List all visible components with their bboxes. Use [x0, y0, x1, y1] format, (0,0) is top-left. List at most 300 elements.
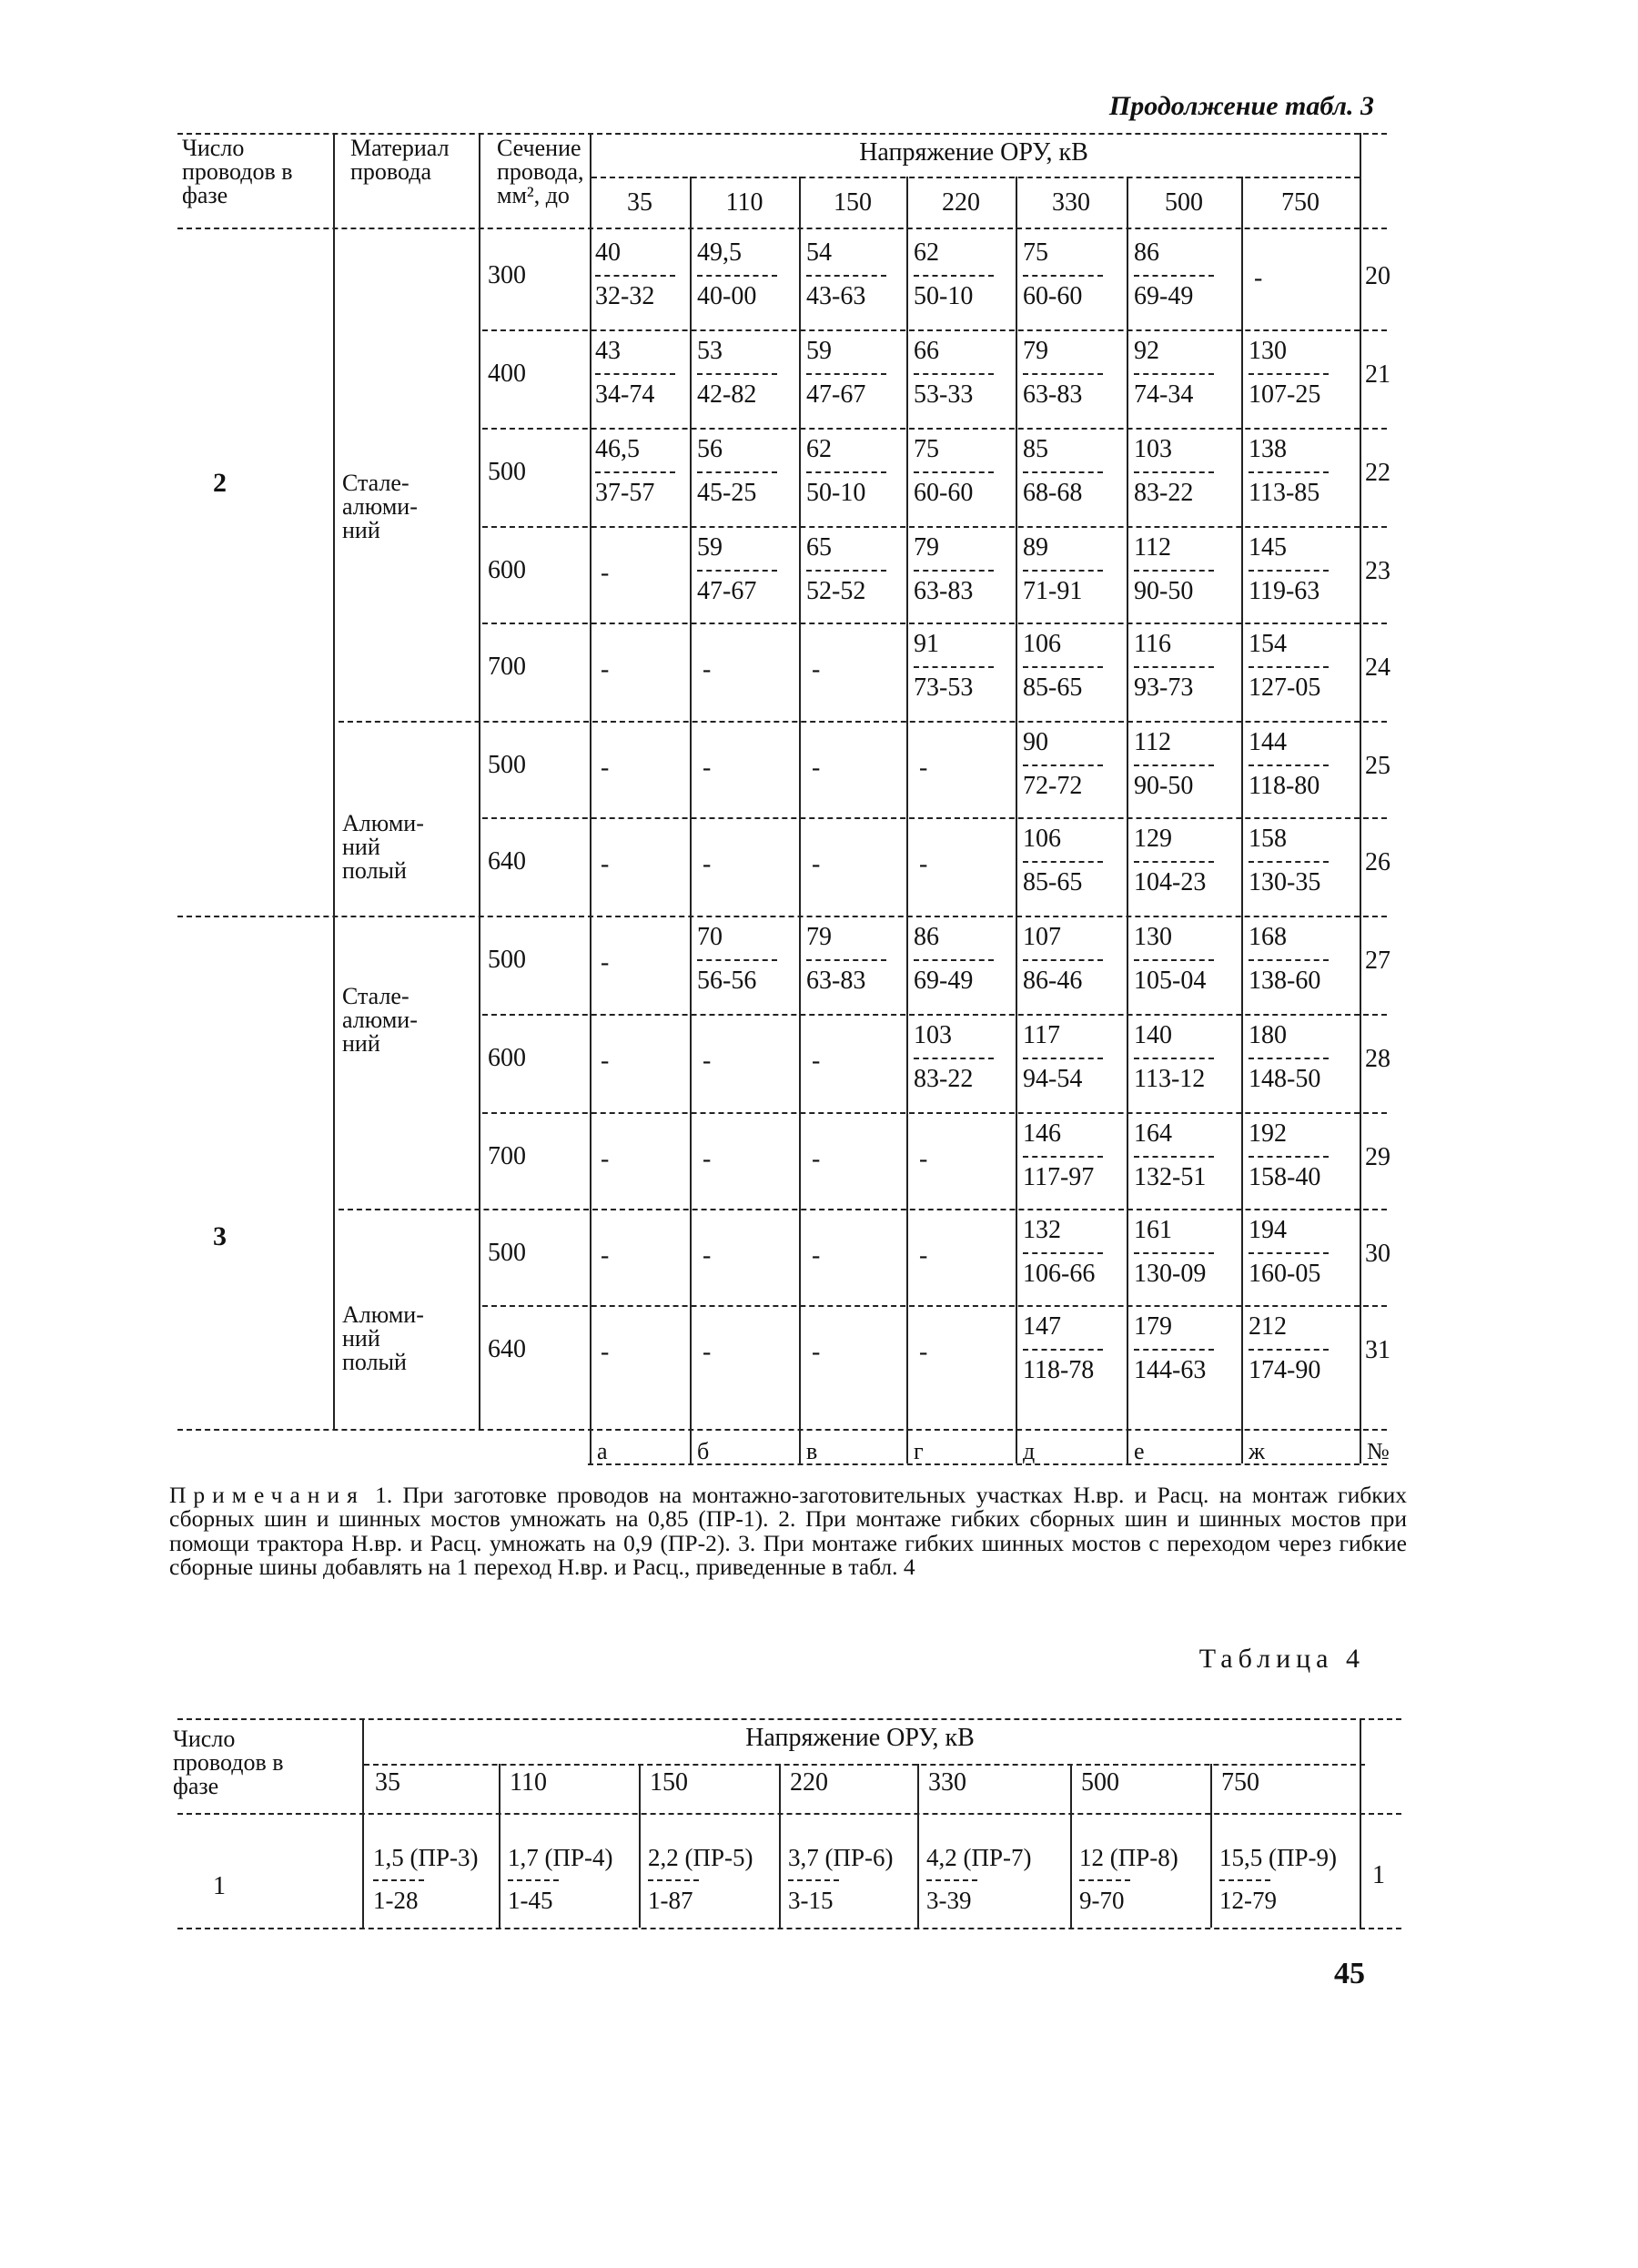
fraction-bar — [1134, 1058, 1214, 1059]
empty-cell: - — [601, 1241, 610, 1270]
value-cell — [914, 240, 994, 309]
table-rule — [339, 1209, 1387, 1210]
fraction-bar — [806, 959, 886, 961]
fraction-bar — [1249, 1058, 1329, 1059]
voltage-header-35: 35 — [627, 188, 652, 217]
section-value: 600 — [488, 556, 526, 584]
table-rule-vertical — [690, 177, 692, 1463]
norm-time: 192 — [1249, 1119, 1287, 1148]
empty-cell: - — [601, 1145, 610, 1173]
group-wires-2: 2 — [213, 468, 227, 498]
fraction-bar — [1249, 373, 1329, 375]
rate-value: 83-22 — [1134, 479, 1194, 507]
rate-value: 118-80 — [1249, 772, 1320, 800]
fraction-bar — [1249, 764, 1329, 766]
fraction-bar — [1134, 471, 1214, 473]
fraction-bar — [788, 1879, 839, 1881]
fraction-bar — [1249, 1156, 1329, 1158]
rate-value: 53-33 — [914, 380, 974, 409]
fraction-bar — [595, 471, 675, 473]
rate-value: 107-25 — [1249, 380, 1321, 409]
value-cell — [697, 240, 777, 309]
table-rule — [177, 1429, 1387, 1431]
fraction-bar — [697, 275, 777, 277]
table-rule-vertical — [333, 133, 335, 1429]
column-code: д — [1023, 1438, 1036, 1464]
value-cell — [1249, 437, 1329, 506]
rate-value: 71-91 — [1023, 577, 1083, 605]
table-rule-vertical — [1360, 133, 1361, 1463]
value-cell — [1134, 240, 1214, 309]
table-rule-vertical — [1360, 1718, 1361, 1928]
rate-value: 158-40 — [1249, 1163, 1321, 1191]
table-rule-vertical — [499, 1764, 500, 1928]
norm-time: 90 — [1023, 728, 1048, 756]
norm-time: 147 — [1023, 1312, 1061, 1341]
norm-time: 86 — [914, 923, 939, 951]
header-material: Материал провода — [350, 135, 450, 185]
value-cell — [1249, 826, 1329, 896]
value-cell — [1023, 535, 1103, 604]
row-number: 30 — [1365, 1240, 1390, 1268]
norm-time: 1,7 (ПР-4) — [508, 1844, 613, 1871]
empty-cell: - — [812, 1047, 821, 1075]
rate-value: 174-90 — [1249, 1356, 1321, 1384]
rate-value: 63-83 — [1023, 380, 1083, 409]
value-cell — [914, 535, 994, 604]
t4-header-wires-count: Число проводов в фазе — [173, 1726, 284, 1799]
norm-time: 117 — [1023, 1021, 1060, 1049]
rate-value: 138-60 — [1249, 967, 1321, 995]
value-cell — [1249, 1121, 1329, 1190]
column-code: б — [697, 1438, 710, 1464]
fraction-bar — [1249, 1252, 1329, 1254]
value-cell — [914, 925, 994, 994]
norm-time: 103 — [914, 1021, 952, 1049]
value-cell — [806, 240, 886, 309]
fraction-bar — [595, 275, 675, 277]
value-cell — [373, 1846, 479, 1913]
fraction-bar — [914, 666, 994, 668]
notes-text: 1. При заготовке проводов на монтажно-заготовительных участках Н.вр. и Расц. на монтаж гибких сборных шин и шинных мостов умножать на 0,85 (ПР-1). 2. При монтаже гибких сборных шин и шинных мостов при помощи трактора Н.вр. и Расц. умножать на 0,9 (ПР-2). 3. При монтаже гибких шинных мостов с переходом через гибкие сборные шины добавлять на 1 переход Н.вр. и Расц., приведенные в табл. 4 — [169, 1482, 1407, 1580]
norm-time: 158 — [1249, 825, 1287, 853]
value-cell — [1023, 1314, 1103, 1383]
rate-value: 68-68 — [1023, 479, 1083, 507]
norm-time: 107 — [1023, 923, 1061, 951]
section-value: 640 — [488, 1335, 526, 1363]
fraction-bar — [806, 275, 886, 277]
rate-value: 130-35 — [1249, 868, 1321, 896]
fraction-bar — [1134, 666, 1214, 668]
table-rule-vertical — [362, 1718, 364, 1928]
norm-time: 161 — [1134, 1216, 1172, 1244]
row-number: 20 — [1365, 262, 1390, 290]
rate-value: 69-49 — [914, 967, 974, 995]
fraction-bar — [373, 1879, 424, 1881]
rate-value: 104-23 — [1134, 868, 1207, 896]
fraction-bar — [1134, 959, 1214, 961]
table-rule — [482, 623, 1387, 624]
rate-value: 40-00 — [697, 282, 757, 310]
value-cell — [697, 535, 777, 604]
value-cell — [914, 339, 994, 408]
empty-cell: - — [601, 850, 610, 878]
table-rule — [177, 1718, 1401, 1720]
rate-value: 63-83 — [806, 967, 866, 995]
value-cell — [1023, 1121, 1103, 1190]
value-cell — [1249, 1218, 1329, 1287]
table-rule-vertical — [590, 133, 592, 1463]
fraction-bar — [1249, 1349, 1329, 1351]
fraction-bar — [1134, 861, 1214, 863]
value-cell — [1134, 826, 1214, 896]
rate-value: 160-05 — [1249, 1260, 1321, 1288]
rate-value: 130-09 — [1134, 1260, 1207, 1288]
table-rule — [177, 916, 1387, 917]
empty-cell: - — [601, 1338, 610, 1366]
value-cell — [1023, 826, 1103, 896]
rate-value: 34-74 — [595, 380, 655, 409]
rate-value: 85-65 — [1023, 673, 1083, 702]
rate-value: 47-67 — [806, 380, 866, 409]
table-rule — [177, 1928, 1401, 1929]
norm-time: 79 — [1023, 337, 1048, 365]
rate-value: 93-73 — [1134, 673, 1194, 702]
value-cell — [1134, 730, 1214, 799]
norm-time: 92 — [1134, 337, 1159, 365]
value-cell — [1134, 437, 1214, 506]
rate-value: 113-85 — [1249, 479, 1320, 507]
value-cell — [1134, 1121, 1214, 1190]
table-4-title: Таблица 4 — [1198, 1644, 1365, 1674]
table-rule-vertical — [1241, 177, 1243, 1463]
norm-time: 54 — [806, 238, 832, 267]
value-cell — [1134, 925, 1214, 994]
rate-value: 1-45 — [508, 1887, 553, 1914]
rate-value: 94-54 — [1023, 1065, 1083, 1093]
norm-time: 132 — [1023, 1216, 1061, 1244]
rate-value: 1-87 — [648, 1887, 693, 1914]
value-cell — [595, 240, 675, 309]
empty-cell: - — [919, 1338, 928, 1366]
t4-row-number: 1 — [1372, 1861, 1385, 1889]
section-value: 500 — [488, 1239, 526, 1267]
fraction-bar — [1023, 959, 1103, 961]
fraction-bar — [1023, 1156, 1103, 1158]
fraction-bar — [1134, 1156, 1214, 1158]
norm-time: 65 — [806, 533, 832, 562]
value-cell — [1249, 632, 1329, 701]
norm-time: 79 — [806, 923, 832, 951]
group-wires-3: 3 — [213, 1221, 227, 1251]
norm-time: 12 (ПР-8) — [1079, 1844, 1178, 1871]
table-rule-vertical — [1016, 177, 1017, 1463]
column-code: № — [1367, 1438, 1390, 1464]
fraction-bar — [1023, 764, 1103, 766]
rate-value: 1-28 — [373, 1887, 419, 1914]
table-rule — [482, 428, 1387, 430]
rate-value: 105-04 — [1134, 967, 1207, 995]
value-cell — [1249, 1023, 1329, 1092]
norm-time: 164 — [1134, 1119, 1172, 1148]
value-cell — [806, 339, 886, 408]
table-rule — [177, 228, 1387, 229]
section-value: 500 — [488, 751, 526, 779]
table-rule — [482, 817, 1387, 819]
norm-time: 59 — [806, 337, 832, 365]
value-cell — [1023, 240, 1103, 309]
rate-value: 118-78 — [1023, 1356, 1095, 1384]
table-rule — [482, 526, 1387, 528]
t4-header-voltage: Напряжение ОРУ, кВ — [745, 1724, 975, 1752]
rate-value: 47-67 — [697, 577, 757, 605]
header-voltage: Напряжение ОРУ, кВ — [859, 138, 1088, 167]
value-cell — [914, 632, 994, 701]
table-rule-vertical — [799, 177, 801, 1463]
fraction-bar — [1219, 1879, 1270, 1881]
value-cell — [1134, 535, 1214, 604]
fraction-bar — [914, 471, 994, 473]
table-rule — [482, 1305, 1387, 1307]
fraction-bar — [697, 570, 777, 572]
voltage-header-330: 330 — [1052, 188, 1090, 217]
norm-time: 106 — [1023, 630, 1061, 658]
material-steel-aluminium-2: Стале-алюми-ний — [342, 470, 418, 543]
table-rule-vertical — [906, 177, 908, 1463]
empty-cell: - — [812, 1145, 821, 1173]
material-hollow-aluminium-3: Алюми-ний полый — [342, 1301, 424, 1375]
voltage-header-500: 500 — [1081, 1768, 1119, 1797]
fraction-bar — [1134, 764, 1214, 766]
value-cell — [697, 925, 777, 994]
empty-cell: - — [812, 850, 821, 878]
empty-cell: - — [601, 655, 610, 683]
rate-value: 106-66 — [1023, 1260, 1096, 1288]
norm-time: 129 — [1134, 825, 1172, 853]
notes-label: Примечания — [169, 1482, 365, 1508]
row-number: 22 — [1365, 459, 1390, 487]
norm-time: 106 — [1023, 825, 1061, 853]
norm-time: 145 — [1249, 533, 1287, 562]
norm-time: 79 — [914, 533, 939, 562]
value-cell — [806, 437, 886, 506]
rate-value: 90-50 — [1134, 772, 1194, 800]
row-number: 29 — [1365, 1143, 1390, 1171]
empty-cell: - — [703, 655, 712, 683]
row-number: 28 — [1365, 1045, 1390, 1073]
section-value: 600 — [488, 1044, 526, 1072]
value-cell — [1079, 1846, 1178, 1913]
voltage-header-35: 35 — [375, 1768, 400, 1797]
norm-time: 89 — [1023, 533, 1048, 562]
norm-time: 140 — [1134, 1021, 1172, 1049]
value-cell — [595, 437, 675, 506]
fraction-bar — [595, 373, 675, 375]
norm-time: 130 — [1134, 923, 1172, 951]
rate-value: 72-72 — [1023, 772, 1083, 800]
voltage-header-150: 150 — [650, 1768, 688, 1797]
norm-time: 112 — [1134, 533, 1171, 562]
rate-value: 43-63 — [806, 282, 866, 310]
header-section: Сечение провода, мм², до — [497, 135, 584, 208]
rate-value: 90-50 — [1134, 577, 1194, 605]
rate-value: 83-22 — [914, 1065, 974, 1093]
table-rule — [339, 721, 1387, 723]
value-cell — [1249, 925, 1329, 994]
norm-time: 146 — [1023, 1119, 1061, 1148]
voltage-header-150: 150 — [834, 188, 872, 217]
empty-cell: - — [703, 1145, 712, 1173]
rate-value: 3-39 — [926, 1887, 972, 1914]
norm-time: 85 — [1023, 435, 1048, 463]
norm-time: 1,5 (ПР-3) — [373, 1844, 479, 1871]
rate-value: 50-10 — [806, 479, 866, 507]
norm-time: 103 — [1134, 435, 1172, 463]
empty-cell: - — [812, 1338, 821, 1366]
fraction-bar — [1249, 471, 1329, 473]
section-value: 300 — [488, 261, 526, 289]
value-cell — [806, 925, 886, 994]
rate-value: 113-12 — [1134, 1065, 1206, 1093]
voltage-header-220: 220 — [790, 1768, 828, 1797]
norm-time: 62 — [806, 435, 832, 463]
norm-time: 144 — [1249, 728, 1287, 756]
value-cell — [1023, 925, 1103, 994]
fraction-bar — [1249, 959, 1329, 961]
empty-cell: - — [703, 754, 712, 782]
norm-time: 116 — [1134, 630, 1171, 658]
voltage-header-500: 500 — [1165, 188, 1203, 217]
value-cell — [1134, 1023, 1214, 1092]
value-cell — [1134, 1314, 1214, 1383]
fraction-bar — [1023, 275, 1103, 277]
t4-wires-value: 1 — [213, 1872, 226, 1900]
table-rule — [177, 133, 1387, 135]
empty-cell: - — [703, 1047, 712, 1075]
fraction-bar — [1023, 373, 1103, 375]
norm-time: 56 — [697, 435, 723, 463]
value-cell — [1219, 1846, 1337, 1913]
section-value: 500 — [488, 458, 526, 486]
rate-value: 144-63 — [1134, 1356, 1207, 1384]
voltage-header-750: 750 — [1221, 1768, 1259, 1797]
material-steel-aluminium-3: Стале-алюми-ний — [342, 983, 418, 1057]
norm-time: 4,2 (ПР-7) — [926, 1844, 1032, 1871]
fraction-bar — [1249, 666, 1329, 668]
fraction-bar — [697, 959, 777, 961]
fraction-bar — [1134, 570, 1214, 572]
rate-value: 45-25 — [697, 479, 757, 507]
row-number: 25 — [1365, 752, 1390, 780]
fraction-bar — [1023, 861, 1103, 863]
fraction-bar — [914, 1058, 994, 1059]
norm-time: 112 — [1134, 728, 1171, 756]
empty-cell: - — [919, 1145, 928, 1173]
rate-value: 50-10 — [914, 282, 974, 310]
rate-value: 60-60 — [914, 479, 974, 507]
norm-time: 75 — [1023, 238, 1048, 267]
table-rule-vertical — [479, 133, 480, 1429]
table-rule-vertical — [779, 1764, 781, 1928]
table-rule-vertical — [917, 1764, 919, 1928]
row-number: 26 — [1365, 848, 1390, 876]
norm-time: 86 — [1134, 238, 1159, 267]
table-notes — [169, 1483, 1407, 1579]
fraction-bar — [914, 959, 994, 961]
norm-time: 194 — [1249, 1216, 1287, 1244]
fraction-bar — [914, 275, 994, 277]
rate-value: 9-70 — [1079, 1887, 1125, 1914]
empty-cell: - — [703, 850, 712, 878]
value-cell — [1023, 437, 1103, 506]
value-cell — [1023, 632, 1103, 701]
empty-cell: - — [812, 1241, 821, 1270]
value-cell — [914, 1023, 994, 1092]
fraction-bar — [1023, 666, 1103, 668]
norm-time: 180 — [1249, 1021, 1287, 1049]
value-cell — [1134, 632, 1214, 701]
fraction-bar — [806, 373, 886, 375]
section-value: 700 — [488, 653, 526, 681]
voltage-header-220: 220 — [942, 188, 980, 217]
table-rule-vertical — [1210, 1764, 1212, 1928]
rate-value: 12-79 — [1219, 1887, 1277, 1914]
norm-time: 66 — [914, 337, 939, 365]
header-wires-count: Число проводов в фазе — [182, 135, 293, 208]
value-cell — [1249, 535, 1329, 604]
table-rule — [177, 1813, 1401, 1815]
rate-value: 132-51 — [1134, 1163, 1207, 1191]
value-cell — [1249, 1314, 1329, 1383]
fraction-bar — [1023, 1252, 1103, 1254]
value-cell — [1023, 730, 1103, 799]
norm-time: 212 — [1249, 1312, 1287, 1341]
norm-time: 168 — [1249, 923, 1287, 951]
value-cell — [1134, 339, 1214, 408]
value-cell — [1023, 339, 1103, 408]
fraction-bar — [806, 471, 886, 473]
empty-cell: - — [919, 850, 928, 878]
table-rule — [482, 1112, 1387, 1114]
table-rule — [592, 177, 1360, 178]
empty-cell: - — [919, 1241, 928, 1270]
value-cell — [508, 1846, 613, 1913]
fraction-bar — [1249, 570, 1329, 572]
value-cell — [1249, 339, 1329, 408]
fraction-bar — [697, 373, 777, 375]
fraction-bar — [648, 1879, 699, 1881]
rate-value: 73-53 — [914, 673, 974, 702]
fraction-bar — [508, 1879, 559, 1881]
empty-cell: - — [812, 655, 821, 683]
table-rule-vertical — [1127, 177, 1128, 1463]
voltage-header-330: 330 — [928, 1768, 966, 1797]
norm-time: 70 — [697, 923, 723, 951]
column-code: ж — [1249, 1438, 1265, 1464]
value-cell — [595, 339, 675, 408]
fraction-bar — [1134, 1349, 1214, 1351]
fraction-bar — [1023, 1058, 1103, 1059]
norm-time: 59 — [697, 533, 723, 562]
fraction-bar — [1134, 275, 1214, 277]
material-hollow-aluminium-2: Алюми-ний полый — [342, 810, 424, 884]
empty-cell: - — [601, 948, 610, 977]
column-code: а — [597, 1438, 608, 1464]
fraction-bar — [806, 570, 886, 572]
table-rule-vertical — [1070, 1764, 1072, 1928]
norm-time: 179 — [1134, 1312, 1172, 1341]
value-cell — [1134, 1218, 1214, 1287]
